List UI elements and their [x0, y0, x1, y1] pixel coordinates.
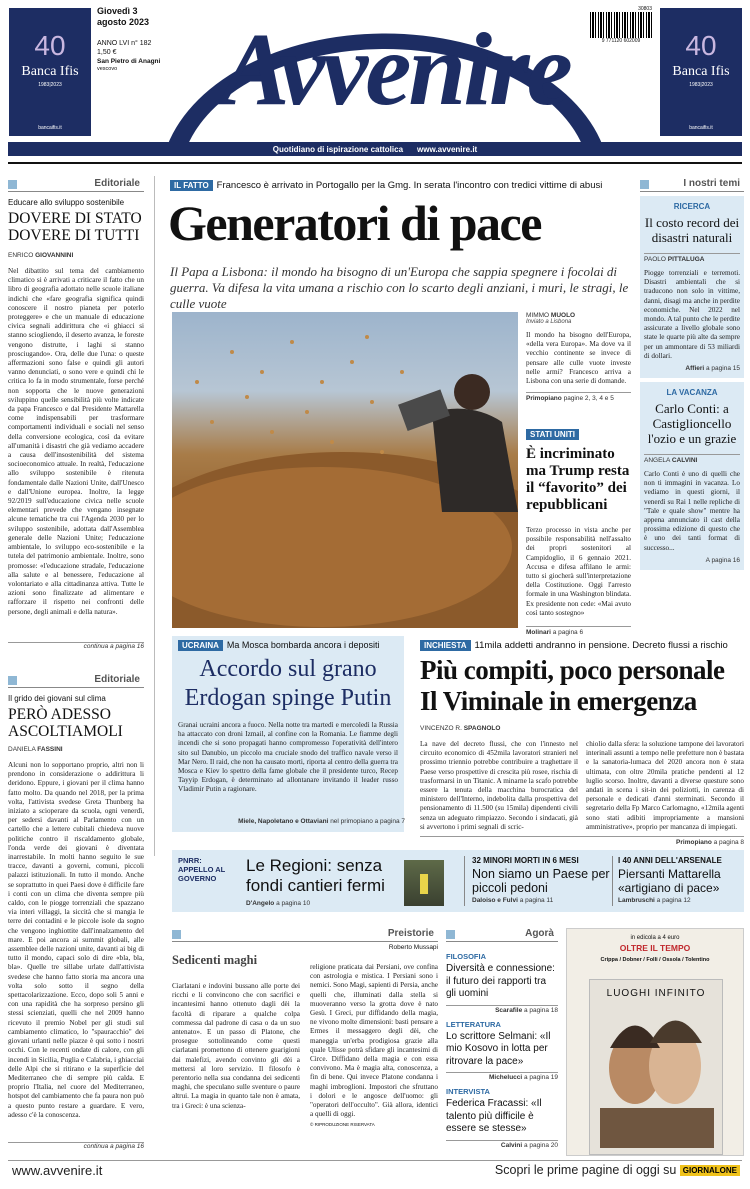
bank-ad-left[interactable] — [9, 8, 91, 136]
lead-continue[interactable]: Primopiano pagine 2, 3, 4 e 5 — [526, 392, 631, 402]
ukraine-box[interactable] — [172, 636, 404, 832]
inquiry-continue[interactable]: Primopiano a pagina 8 — [420, 836, 744, 846]
topics-header — [640, 178, 744, 192]
agora-continue: Calvini a pagina 20 — [446, 1140, 558, 1149]
editorial-continue[interactable]: continua a pagina 16 — [8, 642, 144, 650]
preistorie-body-1: Ciarlatani e indovini bussano alle porte dei ricchi e li convincono che con sacrifici e incantesimi hanno ottenuto dagli dèi la facoltà di riparare a qualche colpa commessa dal padrone di casa o da un suo antenato». E un passo di Platone, che prosegue sottolineando come questi ciarlatani promettono di ottenere guarigioni dai malefizi, avendo convinto gli dèi a mettersi al loro servizio. Il filosofo è perentorio nella sua condanna dei sedicenti maghi, che speculano sulle sventure o paure altrui. La magia in quanto tale non è amata, tra i Greci: è una scienza- — [172, 982, 300, 1110]
ad-cover-faces — [590, 1008, 724, 1148]
topic-box-1[interactable] — [640, 196, 744, 378]
agora-item-3[interactable] — [446, 1087, 558, 1149]
preistorie-title[interactable]: Sedicenti maghi — [172, 953, 258, 967]
agora-label: INTERVISTA — [446, 1087, 490, 1096]
ad-line-3: Crippa / Dobner / Folli / Ossola / Tolentino — [600, 957, 710, 963]
preistorie-col-2 — [310, 953, 438, 1127]
lead-side-text — [526, 312, 631, 402]
topic-author: PAOLO PITTALUGA — [644, 253, 740, 263]
topic-body: Carlo Conti è uno di quelli che non ti immagini in vacanza. Lo vediamo in questi giorni, il venerdì su Rai 1 nelle repliche di "Tale e quale show" mentre ha appena annunciato il cast della prossima edizione di questo che è uno dei tanti format di successo... — [644, 470, 740, 552]
agora-label: FILOSOFIA — [446, 952, 486, 961]
ukraine-kicker-row — [178, 640, 398, 651]
grain-photo-illustration — [172, 312, 518, 628]
lead-kicker: Francesco è arrivato in Portogallo per la Gmg. In serata l'incontro con tredici vittime di abusi — [216, 180, 603, 191]
inquiry-story — [420, 640, 744, 846]
agora-title: Federica Fracassi: «Il talento più difficile è essere se stesse» — [446, 1098, 542, 1134]
inquiry-body-cols — [420, 740, 744, 832]
ukraine-kicker: Ma Mosca bombarda ancora i depositi — [226, 640, 380, 650]
preistorie-rights: © RIPRODUZIONE RISERVATA — [310, 1122, 375, 1128]
issue-number: ANNO LVI n° 182 — [97, 40, 152, 47]
strip-title: Le Regioni: senza fondi cantieri fermi — [246, 856, 385, 895]
bank-logo-years: 1983|2023 — [689, 82, 713, 88]
bank-logo-name: Banca Ifis — [672, 64, 730, 79]
strip-title: Piersanti Mattarella «artigiano di pace» — [618, 867, 721, 895]
section-label: Editoriale — [94, 178, 140, 189]
inquiry-body-2: chiolio dalla sfera: la soluzione tampone dei lavoratori interinali assunti a tempo nelle prefetture non è bastata e la sanatoria-lumaca del 2020 ancora non è stata ultimata, con oltre 20mila pratiche pendenti al 12 luglio scorso. Inoltre, davanti a diverse questure sono andati in scena i sit-in dei poliziotti, in carenza di personale e dedicati d'anni sterminati. Secondo il segretario della Fp Marco Carlomagno, «12mila agenti sono stati adibiti impropriamente a mansioni amministrative», proprio per mancanza di impiegati. — [586, 740, 744, 831]
inquiry-kicker: 11mila addetti andranno in pensione. Decreto flussi a rischio — [474, 640, 728, 651]
editorial-kicker: Il grido dei giovani sul clima — [8, 694, 106, 703]
usa-title[interactable]: È incriminato ma Trump resta il “favorito” dei repubblicani — [526, 446, 630, 513]
editorial-continue[interactable]: continua a pagina 16 — [8, 1142, 144, 1150]
lead-headline[interactable]: Generatori di pace — [168, 195, 541, 251]
section-label: Editoriale — [94, 674, 140, 685]
editorial-block-2 — [8, 674, 144, 1150]
ad-magazine-cover — [589, 979, 723, 1155]
bank-logo-name: Banca Ifis — [21, 64, 79, 79]
ukraine-title: Accordo sul grano Erdogan spinge Putin — [184, 656, 392, 711]
agora-item-1[interactable] — [446, 952, 558, 1014]
barcode-number: 9 771120 602009 — [601, 38, 641, 44]
saint-of-day: San Pietro di Anagni — [97, 58, 161, 65]
topic-body: Piogge torrenziali e terremoti. Disastri ambientali che si traducono non solo in vittime, danni, disagi ma anche in perdite economiche. Nel 2022 nel mondo. A tal punto che le perdite assicurate a livello globale sono state le quarte più alte da sempre per un ammontare di 53 miliardi di dollari. — [644, 269, 740, 360]
header-divider — [8, 162, 742, 164]
editorial-author: DANIELA FASSINI — [8, 746, 63, 753]
agora-label: LETTERATURA — [446, 1019, 501, 1029]
strip-kicker: I 40 ANNI DELL'ARSENALE — [618, 856, 722, 865]
topic-title: Il costo record dei disastri naturali — [644, 215, 740, 245]
section-marker — [8, 180, 17, 189]
lead-photo[interactable] — [172, 312, 518, 628]
section-marker — [8, 676, 17, 685]
ukraine-body: Granai ucraini ancora a fuoco. Nella notte tra martedì e mercoledì la Russia ha attaccato con droni Izmail, al confine con la Romania. Le fiamme degli incendi che si sono propagati hanno compromesso l'operatività dell'intero sito sul Danubio, un piccolo ma cruciale snodo del traffico navale verso il Mar Nero. Il raid, che non ha causato morti, riporta al centro della guerra tra Mosca e Kiev lo spettro della fame globale che il presidente turco, Recep Tayyip Erdogan, è determinato ad allontanare invitando il leader russo Vladimir Putin a ragionare. — [178, 721, 398, 794]
inquiry-body-1: La nave del decreto flussi, che con l'innesto nel circuito economico di 452mila lavoratori stranieri nel prossimo triennio potrebbe contribuire a traghettare il Paese verso prospettive di crescita più rosee, rischia di trasformarsi in un Titanic. A minarne la scafo potrebbe essere la tenuta della macchina burocratica del ministero dell'Interno, indebolita dalla prospettiva del pensionamento di 11.500 (su 15mila) dipendenti civili senza un adeguato rimpiazzo. Secondo i sindacati, già si avvertono i primi segnali di scric- — [420, 740, 578, 831]
editorial-title[interactable]: PERÒ ADESSO ASCOLTIAMOLI — [8, 706, 123, 740]
preistorie-header — [172, 928, 438, 942]
agora-header — [446, 928, 558, 942]
usa-story — [526, 424, 631, 636]
strip-item-3[interactable] — [618, 856, 744, 904]
inquiry-tag: INCHIESTA — [420, 640, 471, 651]
strip-divider — [612, 856, 613, 906]
topic-label: LA VACANZA — [666, 388, 718, 398]
magazine-ad[interactable] — [566, 928, 744, 1156]
editorial-body: Alcuni non lo sopportano proprio, altri non li prendono in considerazione o addirittura li deridono. Eppure, i giovani per il clima hanno fatto molto. Da quando nel 2018, per la prima volta, l'attivista svedese Greta Thunberg ha iniziato a scioperare da scuola, ogni venerdì, per sedersi davanti al Parlamento con un cartello che a lettere cubitali chiedeva nuove politiche contro il riscaldamento globale, l'onda verde dei giovani è diventata inarrestabile. In molti hanno seguito le sue tracce, davanti a governi, comuni, piccoli palazzi istituzionali. In tutto il mondo. Anche se soprattutto in quei Paesi dove è difficile fare i conti con un clima che diventa sempre più caldo, con le piogge torrenziali che spazzano via interi villaggi, la siccità che si mangia le terre dei contadini e le piccole isole da sogno che vengono inghiottite dall'innalzamento del mare. E poi ancora ai summit globali, alle assemblee delle nazioni unite, davanti ai big di tutto il mondo, capaci solo di dire «bla, bla, bla». Quelle tre sillabe urlate dall'attivista svedese che hanno fatto storia ma ancora una volta solo sotto il segno della spettacolarizzazione. Ecco, dopo soli 5 anni e con una rapidità che ha sorpreso persino gli stessi scienziati, quelli che nel 2009 hanno ricevuto il premio Nobel per gli studi sul cambiamento climatico, lo "spauracchio" dei giovani urlanti nelle piazze è qui sotto i nostri occhi. Con le recenti ondate di calore, con gli incendi in Sicilia, Puglia e Calabria, i ghiacciai delle Alpi che si ritirano e la superficie del Mediterraneo che di sempre più calda. E proprio l'Italia, nel cuore del Mediterraneo, hotspot del cambiamento che fa paura non può a questo punto restare a guardare. E vero, adesso c'è la conoscenza. — [8, 761, 144, 1119]
lead-author-role: Inviato a Lisbona — [526, 319, 572, 325]
masthead-bar — [8, 142, 742, 156]
section-label: I nostri temi — [683, 178, 740, 189]
agora-title: Diversità e connessione: il futuro dei rapporti tra gli uomini — [446, 963, 555, 999]
topic-continue: Affieri a pagina 15 — [685, 365, 740, 373]
editorial-body: Nel dibattito sul tema del cambiamento climatico si è arrivati a criticare il fatto che un libro di geografia adottato nelle scuole italiane indichi che «fare geografia significa quindi conoscere il nostro pianeta per poterlo proteggere» e che un manuale di educazione civica segnali addirittura che «i ghiacci si stanno sciogliendo, il deserto avanza, le foreste vengono distrutte, i laghi si stanno prosciugando». Ora, delle due l'una: o queste affermazioni sono false e quindi gli autori vanno denunciati, o sono vere e quindi chi le critica lo fa in modo strumentale, forse perché non sopporta che le nuove generazioni sviluppino quelle sensibilità più volte indicate da papa Francesco e dal Presidente Mattarella come indispensabili per trasformare comportamenti individuali e sociali nel senso della conversione ecologica, così da evitare all'umanità i disastri che già vediamo accadere a causa dell'insostenibilità del sistema socioeconomico attuale. In realtà, l'educazione allo sviluppo sostenibile è ritenuta fondamentale dalle Nazioni Unite, dall'Unesco e dall'Unione europea. Inoltre, la legge 92/2019 sull'educazione civica nelle scuole elementari prevede che vengano insegnate alcune tematiche tra cui l'Agenda 2030 per lo sviluppo sostenibile, adottata dall'Assemblea generale delle Nazioni Unite; l'educazione ambientale, lo sviluppo eco-sostenibile e la tutela del patrimonio ambientale. Inoltre, sono promosse: «l'educazione stradale, l'educazione alla salute e al benessere, l'educazione al volontariato e alla cittadinanza attiva. Tutte le azioni sono finalizzate ad alimentare e rafforzare il rispetto nei confronti delle persone, degli animali e della natura». — [8, 267, 144, 616]
strip-kicker: 32 MINORI MORTI IN 6 MESI — [472, 856, 579, 865]
bank-ad-right[interactable] — [660, 8, 742, 136]
agora-item-2[interactable] — [446, 1020, 558, 1082]
strip-continue: Daloiso e Fulvi a pagina 11 — [472, 897, 554, 904]
agora-column — [446, 928, 558, 1149]
section-marker — [172, 930, 181, 939]
bank-url: bancaifis.it — [689, 125, 713, 131]
agora-continue: Michelucci a pagina 19 — [446, 1072, 558, 1081]
barcode-bars — [590, 12, 652, 38]
ad-magazine-title: LUOGHI INFINITO — [606, 988, 706, 999]
lead-subtitle: Il Papa a Lisbona: il mondo ha bisogno di un'Europa che sappia spegnere i focolai di guerra. Va difesa la vita umana a rischio con lo scarto degli anziani, i muri, le stragi, le culle vuote — [170, 264, 629, 311]
footer-brand: GIORNALONE — [680, 1165, 740, 1176]
strip-title: Non siamo un Paese per piccoli pedoni — [472, 867, 610, 895]
section-label: Preistorie — [387, 928, 434, 939]
column-preistorie — [172, 928, 438, 1127]
preistorie-body-2: religione praticata dai Persiani, ove confina con astrologia e mistica. I Persiani sono i nemici. Sono Magi, sapienti di Persia, anche quelli che, illuminati dalla stella si muoveranno verso la grotta dove è nato Gesù. I Greci, pur diffidando della magia, ne vivono molte dimensioni: basti pensare a Ermes il messaggero degli dèi, che maneggia un'erba prodigiosa grazie alla quale Ulisse potrà sfidare gli incantesimi di Circe. Diffidano della magia e con essa convivono. Ma è magia alta, conoscenza, a fin di bene. Qui invece Platone condanna i maghi imbroglioni. Impostori che sfruttano i dolori e le angosce dell'uomo: gli "operatori dell'occulto". Già allora, identici a quelli di oggi. — [310, 963, 438, 1119]
strip-item-2[interactable] — [472, 856, 610, 904]
issue-price: 1,50 € — [97, 49, 117, 56]
topic-label: RICERCA — [673, 202, 711, 211]
usa-tag: STATI UNITI — [526, 429, 579, 440]
footer-rule — [8, 1160, 742, 1161]
topic-title: Carlo Conti: a Castiglioncello l'ozio e un grazie — [647, 401, 737, 447]
lead-kicker-row — [170, 180, 630, 191]
strip-continue: Lambruschi a pagina 12 — [618, 897, 691, 904]
bank-logo-number: 40 — [685, 30, 717, 61]
bank-logo-years: 1983|2023 — [38, 82, 62, 88]
strip-divider — [464, 856, 465, 906]
footer-site[interactable]: www.avvenire.it — [12, 1163, 103, 1178]
issue-date: Giovedì 3 agosto 2023 — [97, 6, 150, 27]
strip-tag: PNRR: APPELLO AL GOVERNO — [178, 856, 226, 883]
section-marker — [446, 930, 455, 939]
editorial-section-header — [8, 178, 144, 192]
strip-continue: D'Angelo a pagina 10 — [246, 900, 311, 907]
editorial-kicker: Educare allo sviluppo sostenibile — [8, 198, 125, 207]
preistorie-author: Roberto Mussapi — [388, 944, 438, 951]
footer-promo-text: Scopri le prime pagine di oggi su — [494, 1163, 677, 1177]
usa-body: Terzo processo in vista anche per possibile responsabilità nell'assalto dei propri sostenitori al Campidoglio, il 6 gennaio 2021. Accusa e difesa affilano le armi: tutto si giocherà sull'interpretazione della Costituzione. Oggi l'arresto formale in una Washington blindata. Ex presidente non cede: «Mai avuto così tanto sostegno» — [526, 526, 631, 617]
bank-logo-number: 40 — [34, 30, 66, 61]
inquiry-title[interactable]: Più compiti, poco personale Il Viminale in emergenza — [420, 655, 725, 716]
ad-line-1: in edicola a 4 euro — [630, 935, 680, 941]
section-marker — [640, 180, 649, 189]
agora-title: Lo scrittore Selmani: «Il mio Kosovo in lotta per ritrovare la pace» — [446, 1030, 551, 1067]
editorial-author: ENRICO GIOVANNINI — [8, 252, 74, 259]
topic-continue: A pagina 16 — [705, 556, 740, 564]
inquiry-author: VINCENZO R. SPAGNOLO — [420, 725, 501, 732]
preistorie-col-1 — [172, 953, 300, 1127]
topic-author: ANGELA CALVINI — [644, 454, 740, 464]
editorial-title[interactable]: DOVERE DI STATO DOVERE DI TUTTI — [8, 210, 142, 244]
tagline: Quotidiano di ispirazione cattolica — [272, 144, 404, 154]
agora-continue: Scarafile a pagina 18 — [446, 1005, 558, 1014]
inquiry-kicker-row — [420, 640, 744, 651]
lead-tag: IL FATTO — [170, 180, 213, 191]
ukraine-tag: UCRAINA — [178, 640, 223, 651]
lead-author: MIMMO MUOLO — [526, 312, 576, 319]
footer-promo[interactable] — [450, 1163, 740, 1177]
editorial-block — [8, 178, 144, 650]
site-url[interactable]: www.avvenire.it — [417, 144, 478, 154]
strip-photo — [404, 860, 444, 906]
barcode — [590, 6, 652, 46]
bank-url: bancaifis.it — [38, 125, 62, 131]
lead-body: Il mondo ha bisogno dell'Europa, «della vera Europa». Ma dove va il vecchio continente se invece di pensare alle culle vuote investe nelle armi? Francesco arriva a Lisbona con una serie di domande. — [526, 331, 631, 386]
editorial-section-header — [8, 674, 144, 688]
barcode-code: 30803 — [638, 6, 652, 12]
topic-box-2[interactable] — [640, 382, 744, 570]
usa-continue[interactable]: Molinari a pagina 6 — [526, 626, 631, 636]
ad-line-2: OLTRE IL TEMPO — [619, 943, 691, 953]
topics-column — [640, 178, 744, 570]
masthead-title[interactable]: Avvenire — [220, 12, 570, 127]
ukraine-continue[interactable]: Miele, Napoletano e Ottaviani nel primopiano a pagina 7 — [238, 818, 405, 825]
left-column-rule — [154, 176, 155, 856]
section-label: Agorà — [525, 928, 554, 939]
saint-subtitle: vescovo — [97, 66, 118, 72]
preistorie-cols — [172, 953, 438, 1127]
